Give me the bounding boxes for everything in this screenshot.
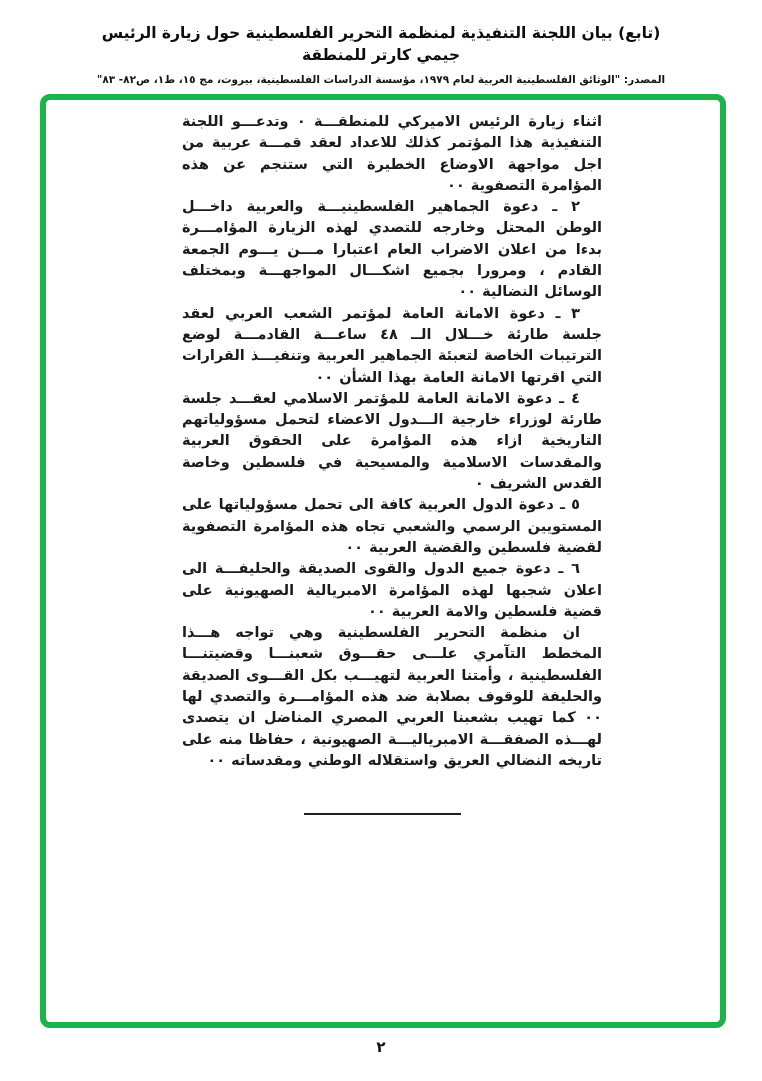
body-paragraph-point-4: ٤ ـ دعوة الامانة العامة للمؤتمر الاسلامي لعقـــد جلسة طارئة لوزراء خارجية الـــدول الاعضاء لتحمل مسؤولياتهم التاريخية ازاء هذه المؤامرة على الحقوق العربية والمقدسات الاسلامية والمسيحية في فلسطين وخاصة القدس الشريف ٠: [182, 390, 602, 493]
body-paragraph-point-6: ٦ ـ دعوة جميع الدول والقوى الصديقة والحليفـــة الى اعلان شجبها لهذه المؤامرة الامبريالية الصهيونية على قضية فلسطين والامة العربية ٠٠: [182, 561, 602, 620]
page-number: ٢: [376, 1038, 386, 1056]
document-title: (تابع) بيان اللجنة التنفيذية لمنظمة التحرير الفلسطينية حول زيارة الرئيس جيمي كارتر للمنطقة: [101, 24, 661, 64]
body-paragraph-point-5: ٥ ـ دعوة الدول العربية كافة الى تحمل مسؤولياتها على المستويين الرسمي والشعبي تجاه هذه المؤامرة التصفوية لقضية فلسطين والقضية العربية ٠٠: [182, 497, 602, 556]
section-divider: [304, 813, 461, 815]
document-header: [0, 22, 762, 86]
body-paragraph-point-3: ٣ ـ دعوة الامانة العامة لمؤتمر الشعب العربي لعقد جلسة طارئة خـــلال الــ ٤٨ ساعـــة القادمـــة لوضع الترتيبات الخاصة لتعبئة الجماهير العربية وتنفيـــذ القرارات التي اقرتها الامانة العامة بهذا الشأن ٠٠: [182, 305, 602, 386]
body-text: [182, 112, 602, 772]
body-paragraph-intro: اثناء زيارة الرئيس الاميركي للمنطقـــة ٠ وتدعـــو اللجنة التنفيذية هذا المؤتمر كذلك للاعداد لعقد قمـــة عربية من اجل مواجهة الاوضاع الخطيرة التي ستنجم عن هذه المؤامرة التصفوية ٠٠: [182, 114, 602, 194]
body-paragraph-closing: ان منظمة التحرير الفلسطينية وهي تواجه هـــذا المخطط التآمري علـــى حقـــوق شعبنـــا وقضيتنـــا الفلسطينية ، وأمتنا العربية لتهيـــب بكل القـــوى الصديقة والحليفة للوقوف بصلابة ضد هذه المؤامـــرة والتصدي لها ٠٠ كما تهيب بشعبنا العربي المصري المناضل ان يتصدى لهـــذه الصفقـــة الامبرياليـــة الصهيونية ، حفاظا منه على تاريخه النضالي العريق واستقلاله الوطني ومقدساته ٠٠: [182, 625, 602, 769]
source-citation: المصدر: "الوثائق الفلسطينية العربية لعام ١٩٧٩، مؤسسة الدراسات الفلسطينية، بيروت، مج ١٥، ط١، ص٨٢- ٨٣": [96, 74, 666, 86]
body-paragraph-point-2: ٢ ـ دعوة الجماهير الفلسطينيـــة والعربية داخـــل الوطن المحتل وخارجه للتصدي لهذه الزيارة المؤامـــرة بدءا من اعلان الاضراب العام اعتبارا مـــن يـــوم الجمعة القادم ، ومرورا بجميع اشكـــال المواجهـــة وبمختلف الوسائل النضالية ٠٠: [182, 199, 602, 301]
